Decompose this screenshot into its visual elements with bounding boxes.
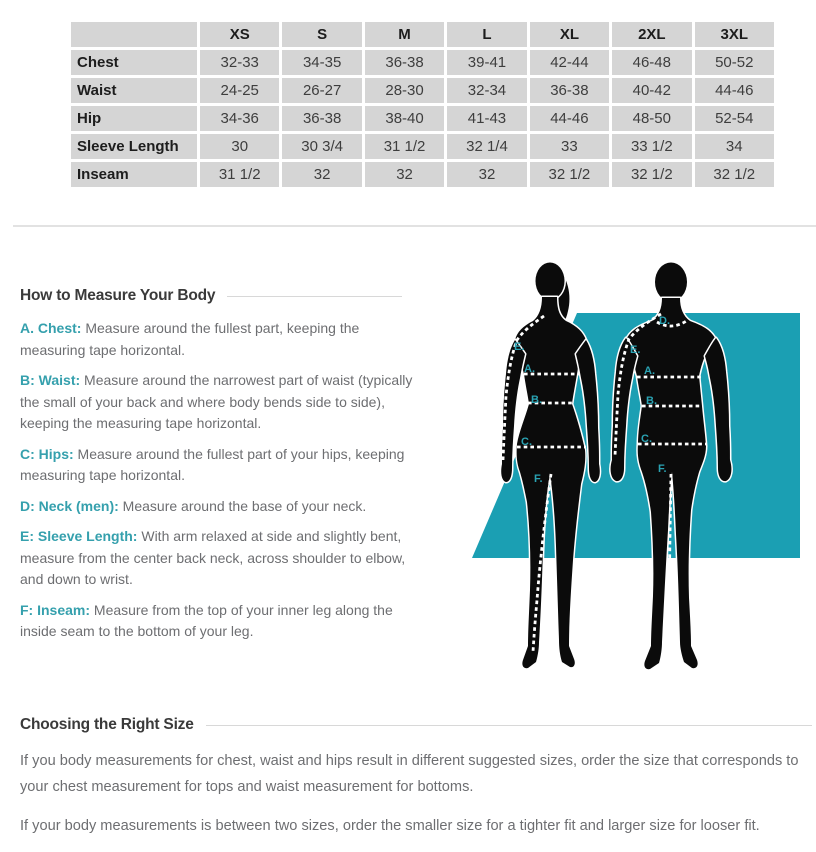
size-chart-row [70, 49, 776, 77]
diagram-label-b-male: B. [646, 395, 657, 407]
measure-title-rule [227, 296, 402, 297]
size-value-cell: 44-46 [528, 105, 610, 133]
size-value-cell: 28-30 [363, 77, 445, 105]
size-chart-header-row [70, 21, 776, 49]
diagram-label-b-female: B. [531, 394, 542, 406]
sizing-section-title: Choosing the Right Size [20, 716, 194, 733]
size-value-cell: 31 1/2 [363, 133, 445, 161]
measure-item-label: B: Waist: [20, 372, 81, 388]
size-chart-table [68, 19, 777, 190]
size-value-cell: 34-36 [199, 105, 281, 133]
size-value-cell: 40-42 [611, 77, 693, 105]
size-column-header: M [363, 21, 445, 49]
size-value-cell: 52-54 [693, 105, 775, 133]
diagram-label-a-male: A. [644, 365, 655, 377]
size-value-cell: 36-38 [528, 77, 610, 105]
measure-item-label: A. Chest: [20, 320, 82, 336]
size-chart-row [70, 77, 776, 105]
measure-item-label: C: Hips: [20, 445, 74, 462]
measure-item: A. Chest: Measure around the fullest part, keeping the measuring tape horizontal. [20, 320, 360, 358]
size-value-cell: 32-34 [446, 77, 528, 105]
female-head [536, 263, 565, 300]
size-value-cell: 32 1/2 [528, 161, 610, 189]
size-value-cell: 32 1/2 [611, 161, 693, 189]
measure-item: B: Waist: Measure around the narrowest part of waist (typically the small of your back and where body bends side to side), keeping the measuring tape horizontal. [20, 372, 413, 431]
size-value-cell: 50-52 [693, 49, 775, 77]
size-value-cell: 32 [363, 161, 445, 189]
measure-item-label: F: Inseam: [20, 601, 91, 618]
size-chart-row [70, 105, 776, 133]
size-value-cell: 42-44 [528, 49, 610, 77]
sizing-section-header [20, 716, 812, 734]
diagram-label-f-female: F. [534, 473, 543, 485]
measure-item-label: D: Neck (men): [20, 497, 119, 514]
size-value-cell: 26-27 [281, 77, 363, 105]
size-value-cell: 36-38 [281, 105, 363, 133]
measure-item: C: Hips: Measure around the fullest part of your hips, keeping measuring tape horizontal. [20, 445, 405, 483]
measure-instructions-list [20, 318, 424, 652]
size-value-cell: 33 [528, 133, 610, 161]
sizing-title-rule [206, 725, 812, 726]
size-value-cell: 33 1/2 [611, 133, 693, 161]
diagram-label-e-female: E. [514, 341, 525, 353]
measure-item-label: E: Sleeve Length: [20, 528, 138, 544]
sizing-guidance-text [20, 748, 804, 852]
section-divider [13, 225, 816, 227]
size-value-cell: 44-46 [693, 77, 775, 105]
measure-item: D: Neck (men): Measure around the base of your neck. [20, 497, 367, 514]
size-value-cell: 32 1/4 [446, 133, 528, 161]
size-value-cell: 41-43 [446, 105, 528, 133]
diagram-label-c-female: C. [521, 436, 532, 448]
size-value-cell: 32 [446, 161, 528, 189]
size-row-label: Chest [70, 49, 199, 77]
size-value-cell: 32-33 [199, 49, 281, 77]
size-row-label: Waist [70, 77, 199, 105]
size-value-cell: 31 1/2 [199, 161, 281, 189]
male-inseam-line [669, 474, 671, 652]
size-row-label: Inseam [70, 161, 199, 189]
measure-section-header [20, 287, 402, 305]
size-value-cell: 34 [693, 133, 775, 161]
size-column-header: L [446, 21, 528, 49]
sizing-paragraph-1: If you body measurements for chest, waist and hips result in different suggested sizes, order the size that corresponds to your chest measurement for tops and waist measurement for bottoms. [20, 753, 799, 795]
measure-item: E: Sleeve Length: With arm relaxed at side and slightly bent, measure from the center back neck, across shoulder to elbow, and down to wrist. [20, 528, 406, 587]
diagram-label-c-male: C. [641, 433, 652, 445]
size-value-cell: 38-40 [363, 105, 445, 133]
size-column-header: XS [199, 21, 281, 49]
size-row-label: Sleeve Length [70, 133, 199, 161]
size-corner-cell [70, 21, 199, 49]
diagram-label-d-male: D. [659, 315, 670, 327]
size-row-label: Hip [70, 105, 199, 133]
size-value-cell: 30 [199, 133, 281, 161]
size-value-cell: 48-50 [611, 105, 693, 133]
size-chart-row [70, 161, 776, 189]
measure-section-title: How to Measure Your Body [20, 287, 216, 304]
size-column-header: 3XL [693, 21, 775, 49]
diagram-label-f-male: F. [658, 463, 667, 475]
size-value-cell: 34-35 [281, 49, 363, 77]
size-value-cell: 46-48 [611, 49, 693, 77]
size-value-cell: 36-38 [363, 49, 445, 77]
male-head [655, 263, 687, 302]
size-column-header: XL [528, 21, 610, 49]
sizing-paragraph-2: If your body measurements is between two sizes, order the smaller size for a tighter fit and larger size for looser fit. [20, 818, 760, 834]
size-value-cell: 24-25 [199, 77, 281, 105]
measure-item: F: Inseam: Measure from the top of your inner leg along the inside seam to the bottom of your leg. [20, 601, 393, 639]
size-value-cell: 32 [281, 161, 363, 189]
diagram-label-a-female: A. [524, 363, 535, 375]
size-value-cell: 30 3/4 [281, 133, 363, 161]
diagram-label-e-male: E. [630, 344, 641, 356]
size-chart-row [70, 133, 776, 161]
size-column-header: S [281, 21, 363, 49]
size-value-cell: 32 1/2 [693, 161, 775, 189]
body-measurement-diagram [440, 250, 816, 690]
size-value-cell: 39-41 [446, 49, 528, 77]
size-column-header: 2XL [611, 21, 693, 49]
